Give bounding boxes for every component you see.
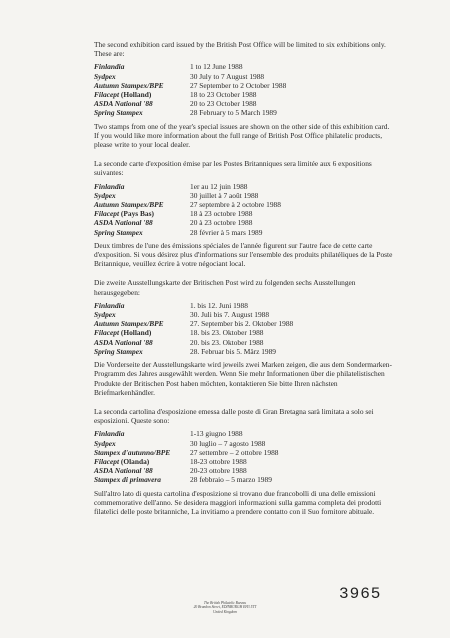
exhibition-name: ASDA National '88: [94, 337, 153, 347]
exhibition-row: [94, 457, 394, 466]
intro-text: La seconde carte d'exposition émise par les Postes Britanniques sera limitée aux 6 expositions suivantes:: [94, 159, 372, 178]
exhibition-name-main: Filacept: [94, 328, 120, 338]
exhibition-dates: 28 February to 5 March 1989: [190, 108, 277, 118]
exhibition-list: [94, 429, 394, 484]
exhibition-dates: 27 septembre à 2 octobre 1988: [190, 200, 281, 210]
exhibition-name: [94, 90, 190, 99]
exhibition-name: [94, 328, 190, 337]
exhibition-country: (Pays Bas): [120, 209, 154, 219]
exhibition-row: [94, 62, 394, 71]
exhibition-dates: 18 à 23 octobre 1988: [190, 209, 253, 219]
exhibition-country: (Holland): [120, 90, 152, 100]
exhibition-name: Autumn Stampex/BPE: [94, 200, 164, 210]
exhibition-list: [94, 301, 394, 356]
exhibition-name: ASDA National '88: [94, 218, 153, 228]
exhibition-dates: 20 à 23 octobre 1988: [190, 218, 253, 228]
outro-text: Die Vorderseite der Ausstellungskarte wird jeweils zwei Marken zeigen, die aus dem Sondermarken-Programm des Jahres ausgewählt werden. Wenn Sie mehr Informationen über die philatelistischen Produkte der Britischen Post haben möchten, kontaktieren Sie bitte Ihren nächsten Briefmarkenhändler.: [94, 360, 392, 397]
exhibition-name-main: Filacept: [94, 209, 120, 219]
exhibition-name: Spring Stampex: [94, 108, 143, 118]
exhibition-name: Finlandia: [94, 429, 125, 439]
text-content: [94, 40, 394, 526]
exhibition-row: [94, 72, 394, 81]
exhibition-name: Sydpex: [94, 310, 116, 320]
section-french: [94, 159, 394, 268]
exhibition-name: Finlandia: [94, 62, 125, 72]
exhibition-row: [94, 429, 394, 438]
exhibition-row: [94, 99, 394, 108]
section-italian: [94, 407, 394, 516]
exhibition-row: [94, 310, 394, 319]
exhibition-name: [94, 457, 190, 466]
publisher-country: United Kingdom: [213, 609, 237, 614]
exhibition-country: (Holland): [120, 328, 152, 338]
exhibition-row: [94, 191, 394, 200]
exhibition-name: Spring Stampex: [94, 227, 143, 237]
exhibition-name: Finlandia: [94, 181, 125, 191]
exhibition-dates: 18-23 ottobre 1988: [190, 456, 247, 466]
exhibition-row: [94, 182, 394, 191]
exhibition-list: [94, 62, 394, 117]
exhibition-row: [94, 475, 394, 484]
exhibition-dates: 20-23 ottobre 1988: [190, 466, 247, 476]
exhibition-name: Sydpex: [94, 438, 116, 448]
exhibition-name: [94, 209, 190, 218]
exhibition-dates: 18. bis 23. Oktober 1988: [190, 328, 264, 338]
intro-text: Die zweite Ausstellungskarte der Britischen Post wird zu folgenden sechs Ausstellungen herausgegeben:: [94, 278, 356, 297]
exhibition-name: Sydpex: [94, 71, 116, 81]
exhibition-dates: 1er au 12 juin 1988: [190, 181, 248, 191]
section-english: [94, 40, 394, 149]
publisher-address: [0, 601, 450, 614]
exhibition-row: [94, 218, 394, 227]
publisher-street: 20 Brandon Street, EDINBURGH EH3 5TT: [193, 605, 257, 610]
exhibition-row: [94, 448, 394, 457]
intro-text: La seconda cartolina d'esposizione emessa dalle poste di Gran Bretagna sarà limitata a solo sei esposizioni. Queste sono:: [94, 406, 374, 426]
exhibition-row: [94, 347, 394, 356]
exhibition-dates: 27 September to 2 October 1988: [190, 80, 287, 90]
exhibition-row: [94, 90, 394, 99]
section-german: [94, 278, 394, 396]
exhibition-dates: 28 février à 5 mars 1989: [190, 227, 263, 237]
exhibition-dates: 30 luglio – 7 agosto 1988: [190, 438, 266, 448]
exhibition-row: [94, 328, 394, 337]
exhibition-dates: 1 to 12 June 1988: [190, 62, 243, 72]
exhibition-row: [94, 439, 394, 448]
exhibition-row: [94, 108, 394, 117]
exhibition-dates: 30. Juli bis 7. August 1988: [190, 310, 270, 320]
exhibition-row: [94, 209, 394, 218]
exhibition-row: [94, 200, 394, 209]
exhibition-dates: 28. Februar bis 5. März 1989: [190, 346, 277, 356]
exhibition-name: Stampex di primavera: [94, 475, 161, 485]
exhibition-dates: 30 juillet à 7 août 1988: [190, 190, 259, 200]
exhibition-dates: 18 to 23 October 1988: [190, 90, 257, 100]
exhibition-dates: 27 settembre – 2 ottobre 1988: [190, 447, 279, 457]
exhibition-dates: 28 febbraio – 5 marzo 1989: [190, 475, 272, 485]
exhibition-name: ASDA National '88: [94, 99, 153, 109]
intro-text: The second exhibition card issued by the British Post Office will be limited to six exhibitions only. These are:: [94, 40, 386, 59]
exhibition-list: [94, 182, 394, 237]
exhibition-name: Spring Stampex: [94, 346, 143, 356]
exhibition-name: Autumn Stampex/BPE: [94, 80, 164, 90]
exhibition-dates: 1. bis 12. Juni 1988: [190, 300, 248, 310]
exhibition-row: [94, 319, 394, 328]
exhibition-dates: 30 July to 7 August 1988: [190, 71, 265, 81]
exhibition-name: Finlandia: [94, 300, 125, 310]
exhibition-name: ASDA National '88: [94, 466, 153, 476]
publisher-name: The British Philatelic Bureau: [203, 601, 247, 605]
outro-text: Two stamps from one of the year's special issues are shown on the other side of this exhibition card. If you would like more information about the full range of British Post Office philatelic products, please write to your local dealer.: [94, 121, 390, 150]
exhibition-row: [94, 228, 394, 237]
exhibition-country: (Olanda): [120, 456, 150, 466]
exhibition-dates: 1-13 giugno 1988: [190, 429, 243, 439]
exhibition-name-main: Filacept: [94, 456, 120, 466]
exhibition-name-main: Filacept: [94, 90, 120, 100]
exhibition-row: [94, 338, 394, 347]
exhibition-name: Stampex d'autunno/BPE: [94, 447, 171, 457]
exhibition-row: [94, 81, 394, 90]
exhibition-row: [94, 466, 394, 475]
exhibition-dates: 27. September bis 2. Oktober 1988: [190, 319, 294, 329]
exhibition-name: Autumn Stampex/BPE: [94, 319, 164, 329]
exhibition-dates: 20 to 23 October 1988: [190, 99, 257, 109]
exhibition-name: Sydpex: [94, 190, 116, 200]
outro-text: Deux timbres de l'une des émissions spéciales de l'année figurent sur l'autre face de cette carte d'exposition. Si vous désirez plus d'informations sur l'ensemble des produits philatéliques de la Poste Britannique, veuillez écrire à votre négociant local.: [94, 240, 393, 269]
exhibition-row: [94, 301, 394, 310]
stock-number: 3965: [339, 585, 382, 603]
exhibition-dates: 20. bis 23. Oktober 1988: [190, 337, 264, 347]
outro-text: Sull'altro lato di questa cartolina d'esposizione si trovano due francobolli di una delle emissioni commemorative dell'anno. Se desidera maggiori informazioni sulla gamma completa dei prodotti filatelici delle poste britanniche, La invitiamo a prendere contatto con il Suo fornitore abituale.: [94, 488, 382, 516]
